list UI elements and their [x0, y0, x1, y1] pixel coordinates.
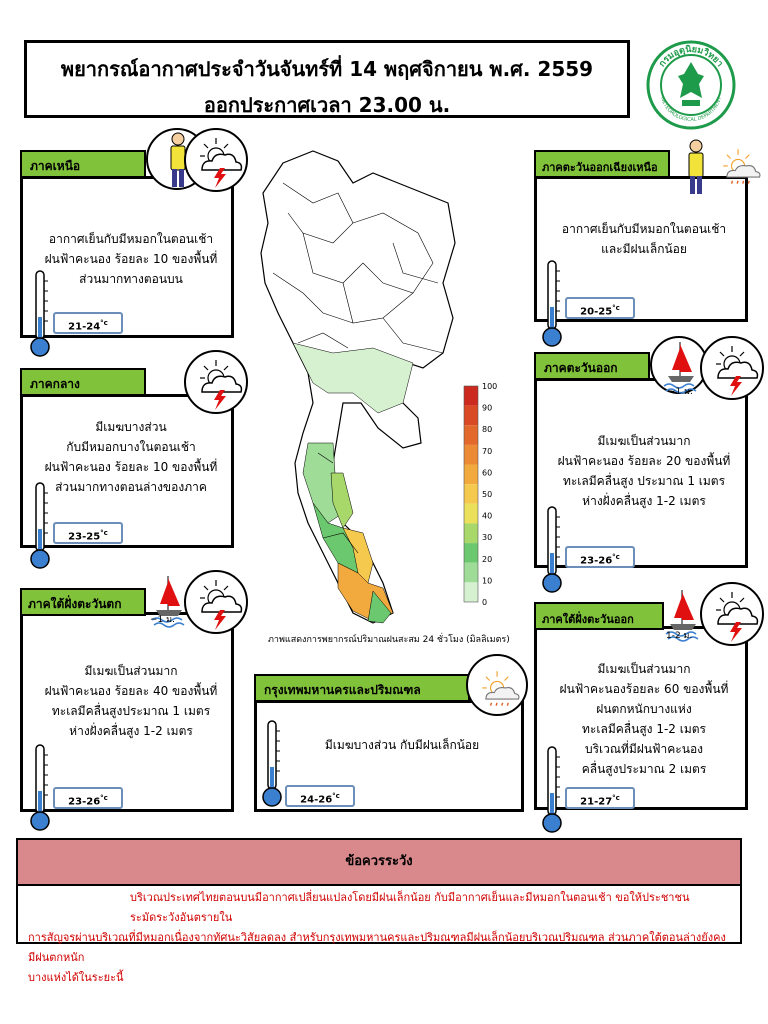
- legend-tick-label: 40: [482, 511, 493, 521]
- thermometer-icon: [541, 745, 563, 835]
- legend-swatch: [464, 543, 478, 563]
- central-line4: ส่วนมากทางตอนล่างของภาค: [55, 480, 207, 494]
- cloud-rain-icon: [712, 140, 766, 190]
- warning-line3: บางแห่งได้ในระยะนี้: [28, 971, 124, 984]
- north-tab-wrap: [20, 150, 146, 180]
- south-west-wave: ~1 ม.: [150, 615, 175, 625]
- bangkok-title: กรุงเทพมหานครและปริมณฑล: [254, 674, 470, 702]
- north-temp: [53, 312, 123, 334]
- logo-subtext: METEOROLOGICAL DEPARTMENT: [658, 96, 724, 124]
- thermometer-icon: [29, 743, 51, 833]
- thermometer-icon: [541, 505, 563, 595]
- east-temp: [565, 546, 635, 568]
- south-west-line1: มีเมฆเป็นส่วนมาก: [84, 664, 178, 678]
- central-title: ภาคกลาง: [20, 368, 146, 396]
- east-line1: มีเมฆเป็นส่วนมาก: [597, 434, 691, 448]
- south-east-title: ภาคใต้ฝั่งตะวันออก: [534, 602, 664, 630]
- south-west-line4: ห่างฝั่งคลื่นสูง 1-2 เมตร: [69, 724, 193, 738]
- card-south-east: [534, 626, 748, 810]
- east-line2: ฝนฟ้าคะนอง ร้อยละ 20 ของพื้นที่: [557, 454, 731, 468]
- north-line1: อากาศเย็นกับมีหมอกในตอนเช้า: [48, 232, 214, 246]
- temp-value: 23-26: [580, 555, 613, 567]
- south-west-line3: ทะเลมีคลื่นสูงประมาณ 1 เมตร: [51, 704, 211, 718]
- card-east: [534, 378, 748, 568]
- thunderstorm-icon: [188, 132, 246, 190]
- bangkok-line1: มีเมฆบางส่วน กับมีฝนเล็กน้อย: [324, 738, 480, 752]
- south-west-line2: ฝนฟ้าคะนอง ร้อยละ 40 ของพื้นที่: [44, 684, 218, 698]
- temp-unit: °c: [100, 529, 108, 537]
- thermometer-icon: [261, 719, 283, 809]
- legend-swatch: [464, 523, 478, 543]
- card-bangkok: [254, 700, 524, 812]
- thermometer-icon: [29, 269, 51, 359]
- legend-tick-label: 0: [482, 598, 488, 607]
- east-line4: ห่างฝั่งคลื่นสูง 1-2 เมตร: [582, 494, 706, 508]
- card-south-west: [20, 612, 234, 812]
- warning-box: [16, 838, 742, 984]
- legend-swatch: [464, 563, 478, 583]
- south-east-line1: มีเมฆเป็นส่วนมาก: [597, 662, 691, 676]
- legend-swatch: [464, 445, 478, 465]
- temp-unit: °c: [332, 792, 340, 800]
- legend-tick-label: 20: [482, 554, 493, 564]
- legend-tick-label: 100: [482, 382, 498, 391]
- north-title: ภาคเหนือ: [20, 150, 146, 178]
- legend-tick-label: 50: [482, 490, 493, 499]
- south-west-temp: [53, 787, 123, 809]
- thunderstorm-icon: [188, 354, 246, 412]
- south-east-temp: [565, 787, 635, 809]
- temp-value: 21-27: [580, 796, 613, 808]
- east-title: ภาคตะวันออก: [534, 352, 650, 380]
- legend-swatch: [464, 406, 478, 426]
- temp-unit: °c: [612, 794, 620, 802]
- header-title-box: [24, 40, 630, 118]
- temp-unit: °c: [612, 304, 620, 312]
- east-wave: ~1 ม.: [668, 387, 693, 397]
- north-line3: ส่วนมากทางตอนบน: [79, 272, 183, 286]
- northeast-title: ภาคตะวันออกเฉียงเหนือ: [534, 150, 670, 178]
- south-east-line4: ทะเลมีคลื่นสูง 1-2 เมตร: [582, 722, 706, 736]
- temp-value: 24-26: [300, 794, 333, 806]
- legend-tick-label: 10: [482, 576, 493, 586]
- legend-tick-label: 80: [482, 425, 493, 435]
- south-west-title: ภาคใต้ฝั่งตะวันตก: [20, 588, 146, 616]
- cloud-rain-icon: [471, 662, 525, 712]
- cloud-rain-icon-circle: [466, 654, 528, 716]
- legend-swatch: [464, 484, 478, 504]
- thunderstorm-icon: [188, 574, 246, 632]
- thermometer-icon: [29, 481, 51, 571]
- legend-tick-label: 60: [482, 468, 493, 478]
- south-east-line5: บริเวณที่มีฝนฟ้าคะนอง: [584, 742, 704, 756]
- legend-tick-label: 30: [482, 533, 493, 543]
- temp-unit: °c: [612, 553, 620, 561]
- east-line3: ทะเลมีคลื่นสูง ประมาณ 1 เมตร: [562, 474, 726, 488]
- northeast-line2: และมีฝนเล็กน้อย: [601, 242, 687, 256]
- thunderstorm-icon-circle: [184, 128, 248, 192]
- legend-swatch: [464, 465, 478, 485]
- thunderstorm-icon-circle: [184, 570, 248, 634]
- temp-unit: °c: [100, 319, 108, 327]
- thermometer-icon: [541, 259, 563, 349]
- legend-tick-label: 70: [482, 446, 493, 456]
- south-east-line3: ฝนตกหนักบางแห่ง: [596, 702, 692, 716]
- central-line2: กับมีหมอกบางในตอนเช้า: [66, 440, 196, 454]
- logo-text: กรมอุตุนิยมวิทยา: [657, 44, 725, 70]
- warning-line1: บริเวณประเทศไทยตอนบนมีอากาศเปลี่ยนแปลงโดยมีฝนเล็กน้อย กับมีอากาศเย็นและมีหมอกในตอนเช้า ขอให้ประชาชนระมัดระวังอันตรายใน: [130, 891, 690, 924]
- page-title: พยากรณ์อากาศประจำวันจันทร์ที่ 14 พฤศจิกายน พ.ศ. 2559: [60, 57, 594, 81]
- card-north: [20, 176, 234, 338]
- thunderstorm-icon-circle: [184, 350, 248, 414]
- central-line1: มีเมฆบางส่วน: [95, 420, 167, 434]
- south-east-line2: ฝนฟ้าคะนองร้อยละ 60 ของพื้นที่: [559, 682, 729, 696]
- person-icon: [686, 138, 706, 194]
- thunderstorm-icon-circle: [700, 336, 764, 400]
- legend-swatch: [464, 425, 478, 445]
- temp-value: 20-25: [580, 306, 613, 318]
- card-central: [20, 394, 234, 548]
- south-east-line6: คลื่นสูงประมาณ 2 เมตร: [581, 762, 707, 776]
- legend-swatch: [464, 386, 478, 406]
- thunderstorm-icon: [704, 340, 762, 398]
- issue-time: ออกประกาศเวลา 23.00 น.: [203, 93, 451, 117]
- legend-swatch: [464, 582, 478, 602]
- northeast-temp: [565, 297, 635, 319]
- temp-unit: °c: [100, 794, 108, 802]
- thailand-rainfall-map: [243, 143, 458, 628]
- central-line3: ฝนฟ้าคะนอง ร้อยละ 10 ของพื้นที่: [44, 460, 218, 474]
- bangkok-temp: [285, 785, 355, 807]
- thunderstorm-icon: [704, 586, 762, 644]
- south-east-wave: 1-2 ม.: [666, 631, 693, 641]
- warning-line2: การสัญจรผ่านบริเวณที่มีหมอกเนื่องจากทัศนะวิสัยลดลง สำหรับกรุงเทพมหานครและปริมณฑลมีฝนเล็กน้อยบริเวณปริมณฑล ส่วนภาคใต้ตอนล่างยังคงมีฝนตกหนัก: [28, 931, 726, 964]
- warning-title: ข้อควรระวัง: [18, 840, 740, 886]
- rainfall-legend: [460, 380, 512, 612]
- northeast-line1: อากาศเย็นกับมีหมอกในตอนเช้า: [561, 222, 727, 236]
- card-northeast: [534, 176, 748, 322]
- central-temp: [53, 522, 123, 544]
- temp-value: 21-24: [68, 321, 101, 333]
- map-caption: ภาพแสดงการพยากรณ์ปริมาณฝนสะสม 24 ชั่วโมง (มิลลิเมตร): [268, 635, 510, 645]
- temp-value: 23-25: [68, 531, 101, 543]
- thunderstorm-icon-circle: [700, 582, 764, 646]
- legend-swatch: [464, 504, 478, 524]
- legend-tick-label: 90: [482, 403, 493, 413]
- north-line2: ฝนฟ้าคะนอง ร้อยละ 10 ของพื้นที่: [44, 252, 218, 266]
- temp-value: 23-26: [68, 796, 101, 808]
- tmd-logo: [646, 40, 736, 130]
